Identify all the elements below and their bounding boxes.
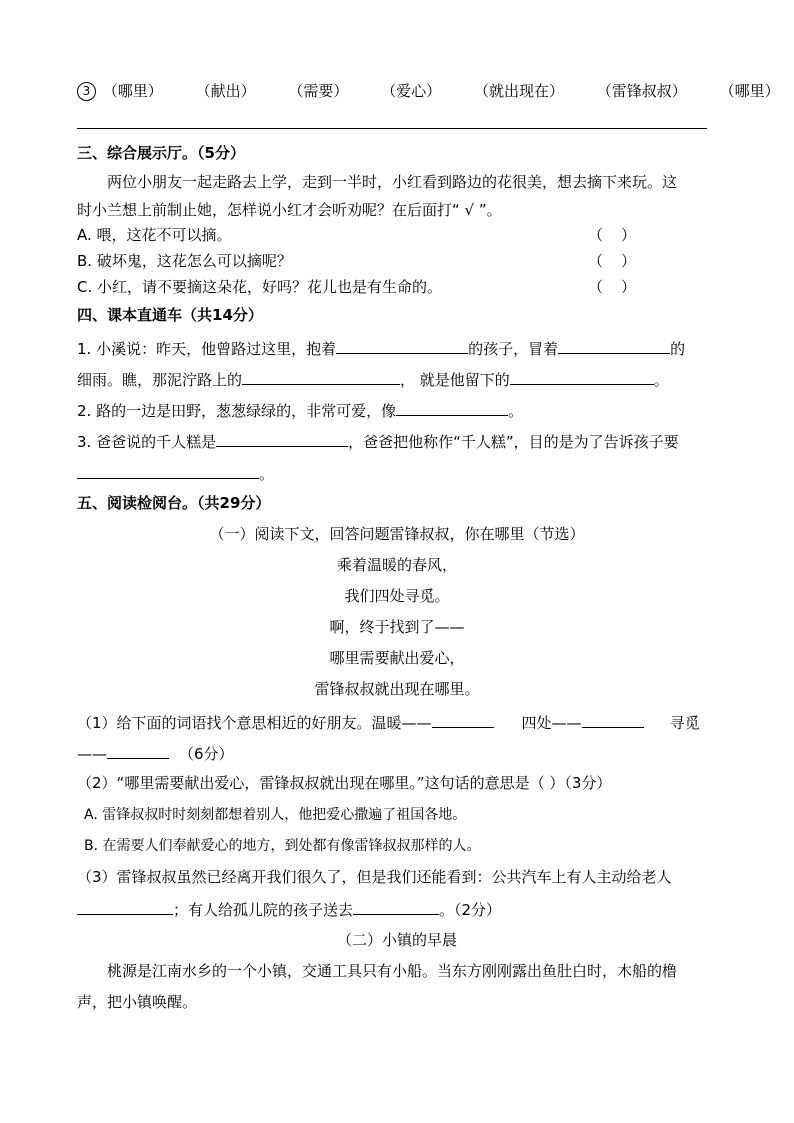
word-chip: （雷锋叔叔） xyxy=(596,82,687,100)
poem-line: 啊，终于找到了—— xyxy=(329,618,465,636)
poem-line: 哪里需要献出爱心， xyxy=(329,649,465,667)
question-5-2-option-a: A. 雷锋叔叔时时刻刻都想着别人，他把爱心撒遍了祖国各地。 xyxy=(84,807,467,823)
question-5-3: （3）雷锋叔叔虽然已经离开我们很久了，但是我们还能看到：公共汽车上有人主动给老人 xyxy=(77,868,672,886)
word-chip: （献出） xyxy=(195,82,256,100)
word-chip: （需要） xyxy=(288,82,349,100)
fill-blank[interactable] xyxy=(432,711,494,728)
reading-2-heading: （二）小镇的早晨 xyxy=(336,931,457,949)
section-3-title: 三、综合展示厅。（5分） xyxy=(77,144,245,162)
fill-blank[interactable] xyxy=(77,898,173,915)
word-chip: （爱心） xyxy=(381,82,442,100)
fill-blank[interactable] xyxy=(510,368,654,385)
fill-blank[interactable] xyxy=(336,337,468,354)
question-number-circle: 3 xyxy=(77,82,96,101)
reading-1-heading: （一）阅读下文，回答问题雷锋叔叔，你在哪里（节选） xyxy=(209,525,585,543)
option-b: B. 破坏鬼，这花怎么可以摘呢？ xyxy=(77,252,292,270)
question-4-3: 3. 爸爸说的千人糕是 ，爸爸把他称作“千人糕”，目的是为了告诉孩子要 xyxy=(77,430,679,452)
section-3-paragraph-line: 两位小朋友一起走路去上学，走到一半时，小红看到路边的花很美，想去摘下来玩。这 xyxy=(107,173,678,191)
fill-blank[interactable] xyxy=(353,898,439,915)
fill-blank[interactable] xyxy=(216,430,348,447)
question-4-3-cont: 。 xyxy=(77,462,274,484)
question-4-2: 2. 路的一边是田野，葱葱绿绿的，非常可爱，像 。 xyxy=(77,399,523,421)
question-5-1-cont: —— （6分） xyxy=(77,742,234,764)
question-5-2: （2）“哪里需要献出爱心，雷锋叔叔就出现在哪里。”这句话的意思是（ ）（3分） xyxy=(77,774,612,792)
exam-page: 3 （哪里） （献出） （需要） （爱心） （就出现在） （雷锋叔叔） （哪里） 三、综合展示厅。（5分） 两位小朋友一起走路去上学，走到一半时，小红看到路边的花很美，想去摘下来玩。这 时小兰想上前制止她，怎样说小红才会听劝呢？在后面打“ √ ”。 A. 喂，这花不可以摘。 （ ） B. 破坏鬼，这花怎么可以摘呢？ （ ） C. 小红，请不要摘这朵花，好吗？花儿也是有生命的。 （ ） 四、课本直通车（共14分） 1. 小溪说：昨天，他曾路过这里，抱着 的孩子，冒着 的 细雨。瞧，那泥泞路上的 ， 就是他留下的 。 2. 路的一边是田野，葱葱绿绿的，非常可爱，像 。 3. 爸爸说的千人糕是 ，爸爸把他称作“千人糕”，目的是为了告诉孩子要 。 五、阅读检阅台。（共29分） （一）阅读下文，回答问题雷锋叔叔，你在哪里（节选） 乘着温暖的春风， 我们四处寻觅。 啊，终于找到了—— 哪里需要献出爱心， 雷锋叔叔就出现在哪里。 （1）给下面的词语找个意思相近的好朋友。温暖—— 四处—— 寻觅 —— （6分） （2）“哪里需要献出爱心，雷锋叔叔就出现在哪里。”这句话的意思是（ ）（3分） A. 雷锋叔叔时时刻刻都想着别人，他把爱心撒遍了祖国各地。 B. 在需要人们奉献爱心的地方，到处都有像雷锋叔叔那样的人。 （3）雷锋叔叔虽然已经离开我们很久了，但是我们还能看到：公共汽车上有人主动给老人 ；有人给孤儿院的孩子送去 。（2分） （二）小镇的早晨 桃源是江南水乡的一个小镇，交通工具只有小船。当东方刚刚露出鱼肚白时，木船的橹 声，把小镇唤醒。 xyxy=(0,0,794,1123)
question-4-1: 1. 小溪说：昨天，他曾路过这里，抱着 的孩子，冒着 的 xyxy=(77,337,685,359)
question-5-1: （1）给下面的词语找个意思相近的好朋友。温暖—— 四处—— 寻觅 xyxy=(77,711,700,733)
fill-blank[interactable] xyxy=(107,742,169,759)
section-5-title: 五、阅读检阅台。（共29分） xyxy=(77,494,271,512)
fill-blank[interactable] xyxy=(242,368,400,385)
option-c: C. 小红，请不要摘这朵花，好吗？花儿也是有生命的。 xyxy=(77,278,443,296)
answer-line[interactable] xyxy=(77,128,707,129)
poem-line: 雷锋叔叔就出现在哪里。 xyxy=(314,680,480,698)
section-4-title: 四、课本直通车（共14分） xyxy=(77,306,263,324)
question-5-2-option-b: B. 在需要人们奉献爱心的地方，到处都有像雷锋叔叔那样的人。 xyxy=(84,838,481,854)
fill-blank[interactable] xyxy=(396,399,508,416)
fill-blank[interactable] xyxy=(77,462,259,479)
option-a: A. 喂，这花不可以摘。 xyxy=(77,226,232,244)
fill-blank[interactable] xyxy=(582,711,644,728)
word-order-row xyxy=(77,81,780,101)
section-3-paragraph-line: 时小兰想上前制止她，怎样说小红才会听劝呢？在后面打“ √ ”。 xyxy=(77,201,502,219)
word-chip: （哪里） xyxy=(102,82,163,100)
fill-blank[interactable] xyxy=(558,337,670,354)
poem-line: 乘着温暖的春风， xyxy=(336,556,457,574)
word-chip: （就出现在） xyxy=(473,82,564,100)
question-4-1-cont: 细雨。瞧，那泥泞路上的 ， 就是他留下的 。 xyxy=(77,368,669,390)
word-chip: （哪里） xyxy=(719,82,780,100)
reading-2-paragraph-line: 桃源是江南水乡的一个小镇，交通工具只有小船。当东方刚刚露出鱼肚白时，木船的橹 xyxy=(107,962,678,980)
poem-line: 我们四处寻觅。 xyxy=(344,587,450,605)
reading-2-paragraph-line: 声，把小镇唤醒。 xyxy=(77,993,198,1011)
question-5-3-cont: ；有人给孤儿院的孩子送去 。（2分） xyxy=(77,898,501,920)
